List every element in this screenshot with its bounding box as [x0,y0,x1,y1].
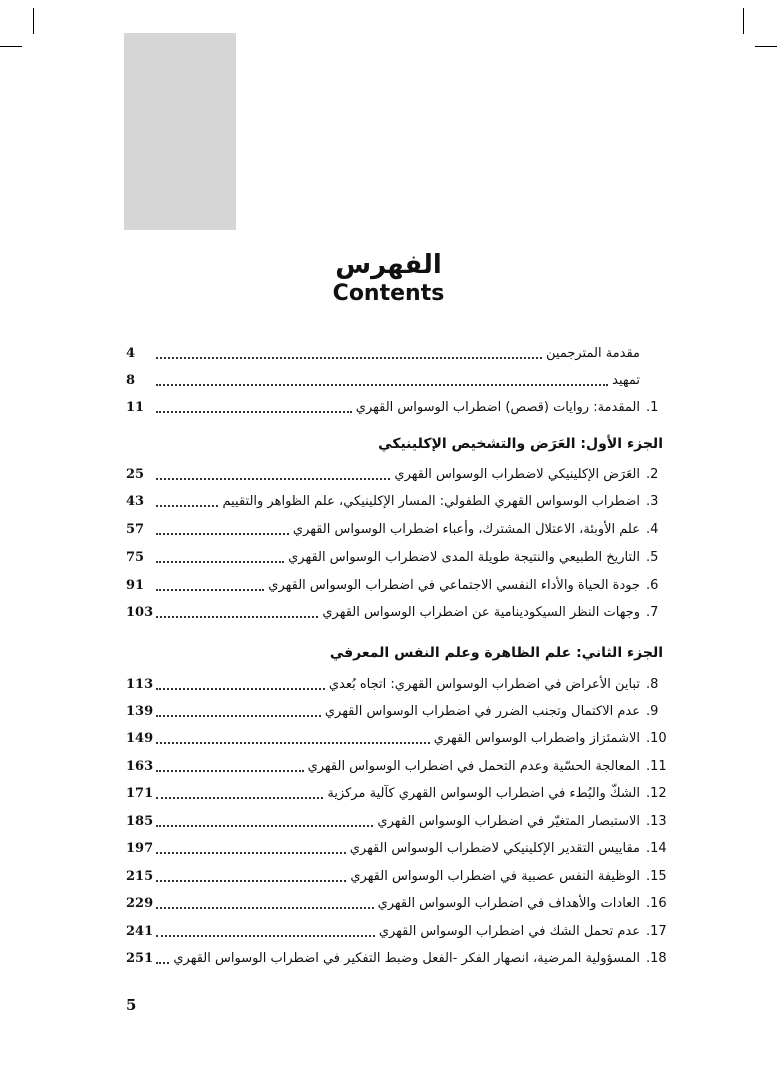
toc-entry-title: عدم الاكتمال وتجنب الضرر في اضطراب الوسواس القهري [324,703,640,719]
toc-entry-page: 197 [126,840,154,856]
toc-leader-dots [156,866,346,882]
toc-entry-page: 215 [126,868,154,884]
toc-entry-number: .3 [646,493,659,509]
toc-entry-title: الوظيفة النفس عصبية في اضطراب الوسواس القهري [350,868,640,884]
toc-leader-dots [156,811,373,827]
toc-entry-number: .4 [646,521,659,537]
toc-entry-title: المعالجة الحسّية وعدم التحمل في اضطراب الوسواس القهري [307,758,640,774]
toc-entry-page: 103 [126,604,154,620]
toc-entry[interactable] [126,782,666,804]
toc-entry-number: .5 [646,549,659,565]
toc-leader-dots [156,921,375,937]
page-title-english: Contents [332,281,445,306]
toc-entry-page: 113 [126,676,154,692]
toc-entry-number: .10 [646,730,667,746]
toc-entry[interactable] [126,755,666,777]
toc-entry[interactable] [126,396,666,418]
toc-entry-number: .16 [646,895,667,911]
toc-entry-number: .8 [646,676,659,692]
toc-entry[interactable] [126,727,666,749]
part-1-title: الجزء الأول: العَرَض والتشخيص الإكلينيكي [378,436,663,452]
toc-entry-page: 139 [126,703,154,719]
toc-entry[interactable] [126,920,666,942]
toc-entry[interactable] [126,463,666,485]
toc-leader-dots [156,343,542,359]
toc-entry-number: .14 [646,840,667,856]
page-title-arabic: الفهرس [335,250,442,280]
toc-leader-dots [156,783,323,799]
toc-entry-page: 241 [126,923,154,939]
toc-entry-page: 43 [126,493,145,509]
toc-entry[interactable] [126,490,666,512]
toc-entry-number: .2 [646,466,659,482]
toc-leader-dots [156,491,218,507]
toc-entry-number: .17 [646,923,667,939]
toc-entry-number: .13 [646,813,667,829]
toc-entry[interactable] [126,518,666,540]
crop-mark-left-top [0,46,22,47]
toc-entry-number: .15 [646,868,667,884]
toc-entry[interactable] [126,865,666,887]
toc-entry[interactable] [126,810,666,832]
toc-entry-page: 4 [126,345,136,361]
toc-entry-title: تباين الأعراض في اضطراب الوسواس القهري: اتجاه بُعدي [328,676,640,692]
toc-entry[interactable] [126,546,666,568]
toc-leader-dots [156,519,289,535]
toc-entry[interactable] [126,947,666,969]
toc-entry[interactable] [126,601,666,623]
toc-leader-dots [156,728,430,744]
toc-entry-page: 11 [126,399,145,415]
toc-leader-dots [156,370,608,386]
toc-entry[interactable] [126,342,666,364]
toc-entry-title: الاستبصار المتغيّر في اضطراب الوسواس القهري [377,813,640,829]
toc-entry[interactable] [126,574,666,596]
toc-leader-dots [156,397,352,413]
toc-leader-dots [156,575,264,591]
toc-leader-dots [156,547,284,563]
toc-entry-title: وجهات النظر السيكودينامية عن اضطراب الوسواس القهري [322,604,640,620]
toc-leader-dots [156,701,321,717]
toc-entry-number: .18 [646,950,667,966]
toc-entry[interactable] [126,673,666,695]
toc-entry-page: 25 [126,466,145,482]
toc-entry-title: الشكّ والبُطء في اضطراب الوسواس القهري كآلية مركزية [327,785,640,801]
toc-entry-number: .11 [646,758,667,774]
toc-entry-title: مقدمة المترجمين [546,345,640,361]
toc-entry-number: .1 [646,399,659,415]
toc-entry-page: 171 [126,785,154,801]
toc-leader-dots [156,756,304,772]
image-placeholder [124,33,236,230]
toc-entry-title: المسؤولية المرضية، انصهار الفكر -الفعل وضبط التفكير في اضطراب الوسواس القهري [173,950,640,966]
toc-entry-page: 229 [126,895,154,911]
toc-entry-title: مقاييس التقدير الإكلينيكي لاضطراب الوسواس القهري [349,840,640,856]
toc-entry[interactable] [126,892,666,914]
toc-entry-page: 8 [126,372,136,388]
toc-entry-number: .7 [646,604,659,620]
toc-entry-title: عدم تحمل الشك في اضطراب الوسواس القهري [378,923,640,939]
toc-entry-title: العادات والأهداف في اضطراب الوسواس القهري [377,895,640,911]
toc-entry-page: 75 [126,549,145,565]
toc-leader-dots [156,948,169,964]
toc-entry-page: 149 [126,730,154,746]
page-number: 5 [126,996,137,1014]
toc-leader-dots [156,464,390,480]
toc-entry-title: العَرَض الإكلينيكي لاضطراب الوسواس القهري [394,466,640,482]
toc-entry[interactable] [126,837,666,859]
toc-entry[interactable] [126,369,666,391]
toc-leader-dots [156,838,346,854]
crop-mark-top-left [33,8,34,34]
toc-entry-title: تمهيد [612,372,640,388]
toc-leader-dots [156,893,374,909]
crop-mark-right-top [755,46,777,47]
toc-entry-title: المقدمة: روايات (قصص) اضطراب الوسواس القهري [355,399,640,415]
toc-entry-page: 91 [126,577,145,593]
toc-entry-page: 185 [126,813,154,829]
toc-leader-dots [156,602,318,618]
toc-leader-dots [156,674,325,690]
toc-entry[interactable] [126,700,666,722]
toc-entry-page: 163 [126,758,154,774]
toc-entry-page: 57 [126,521,145,537]
toc-entry-page: 251 [126,950,154,966]
toc-entry-title: اضطراب الوسواس القهري الطفولي: المسار الإكلينيكي، علم الظواهر والتقييم [222,493,640,509]
toc-entry-number: .6 [646,577,659,593]
crop-mark-top-right [743,8,744,34]
toc-entry-number: .12 [646,785,667,801]
toc-entry-title: الاشمئزاز واضطراب الوسواس القهري [433,730,640,746]
toc-entry-title: جودة الحياة والأداء النفسي الاجتماعي في اضطراب الوسواس القهري [268,577,640,593]
toc-entry-title: علم الأوبئة، الاعتلال المشترك، وأعباء اضطراب الوسواس القهري [292,521,640,537]
toc-entry-title: التاريخ الطبيعي والنتيجة طويلة المدى لاضطراب الوسواس القهري [288,549,640,565]
part-2-title: الجزء الثاني: علم الظاهرة وعلم النفس المعرفي [329,645,663,661]
toc-entry-number: .9 [646,703,659,719]
